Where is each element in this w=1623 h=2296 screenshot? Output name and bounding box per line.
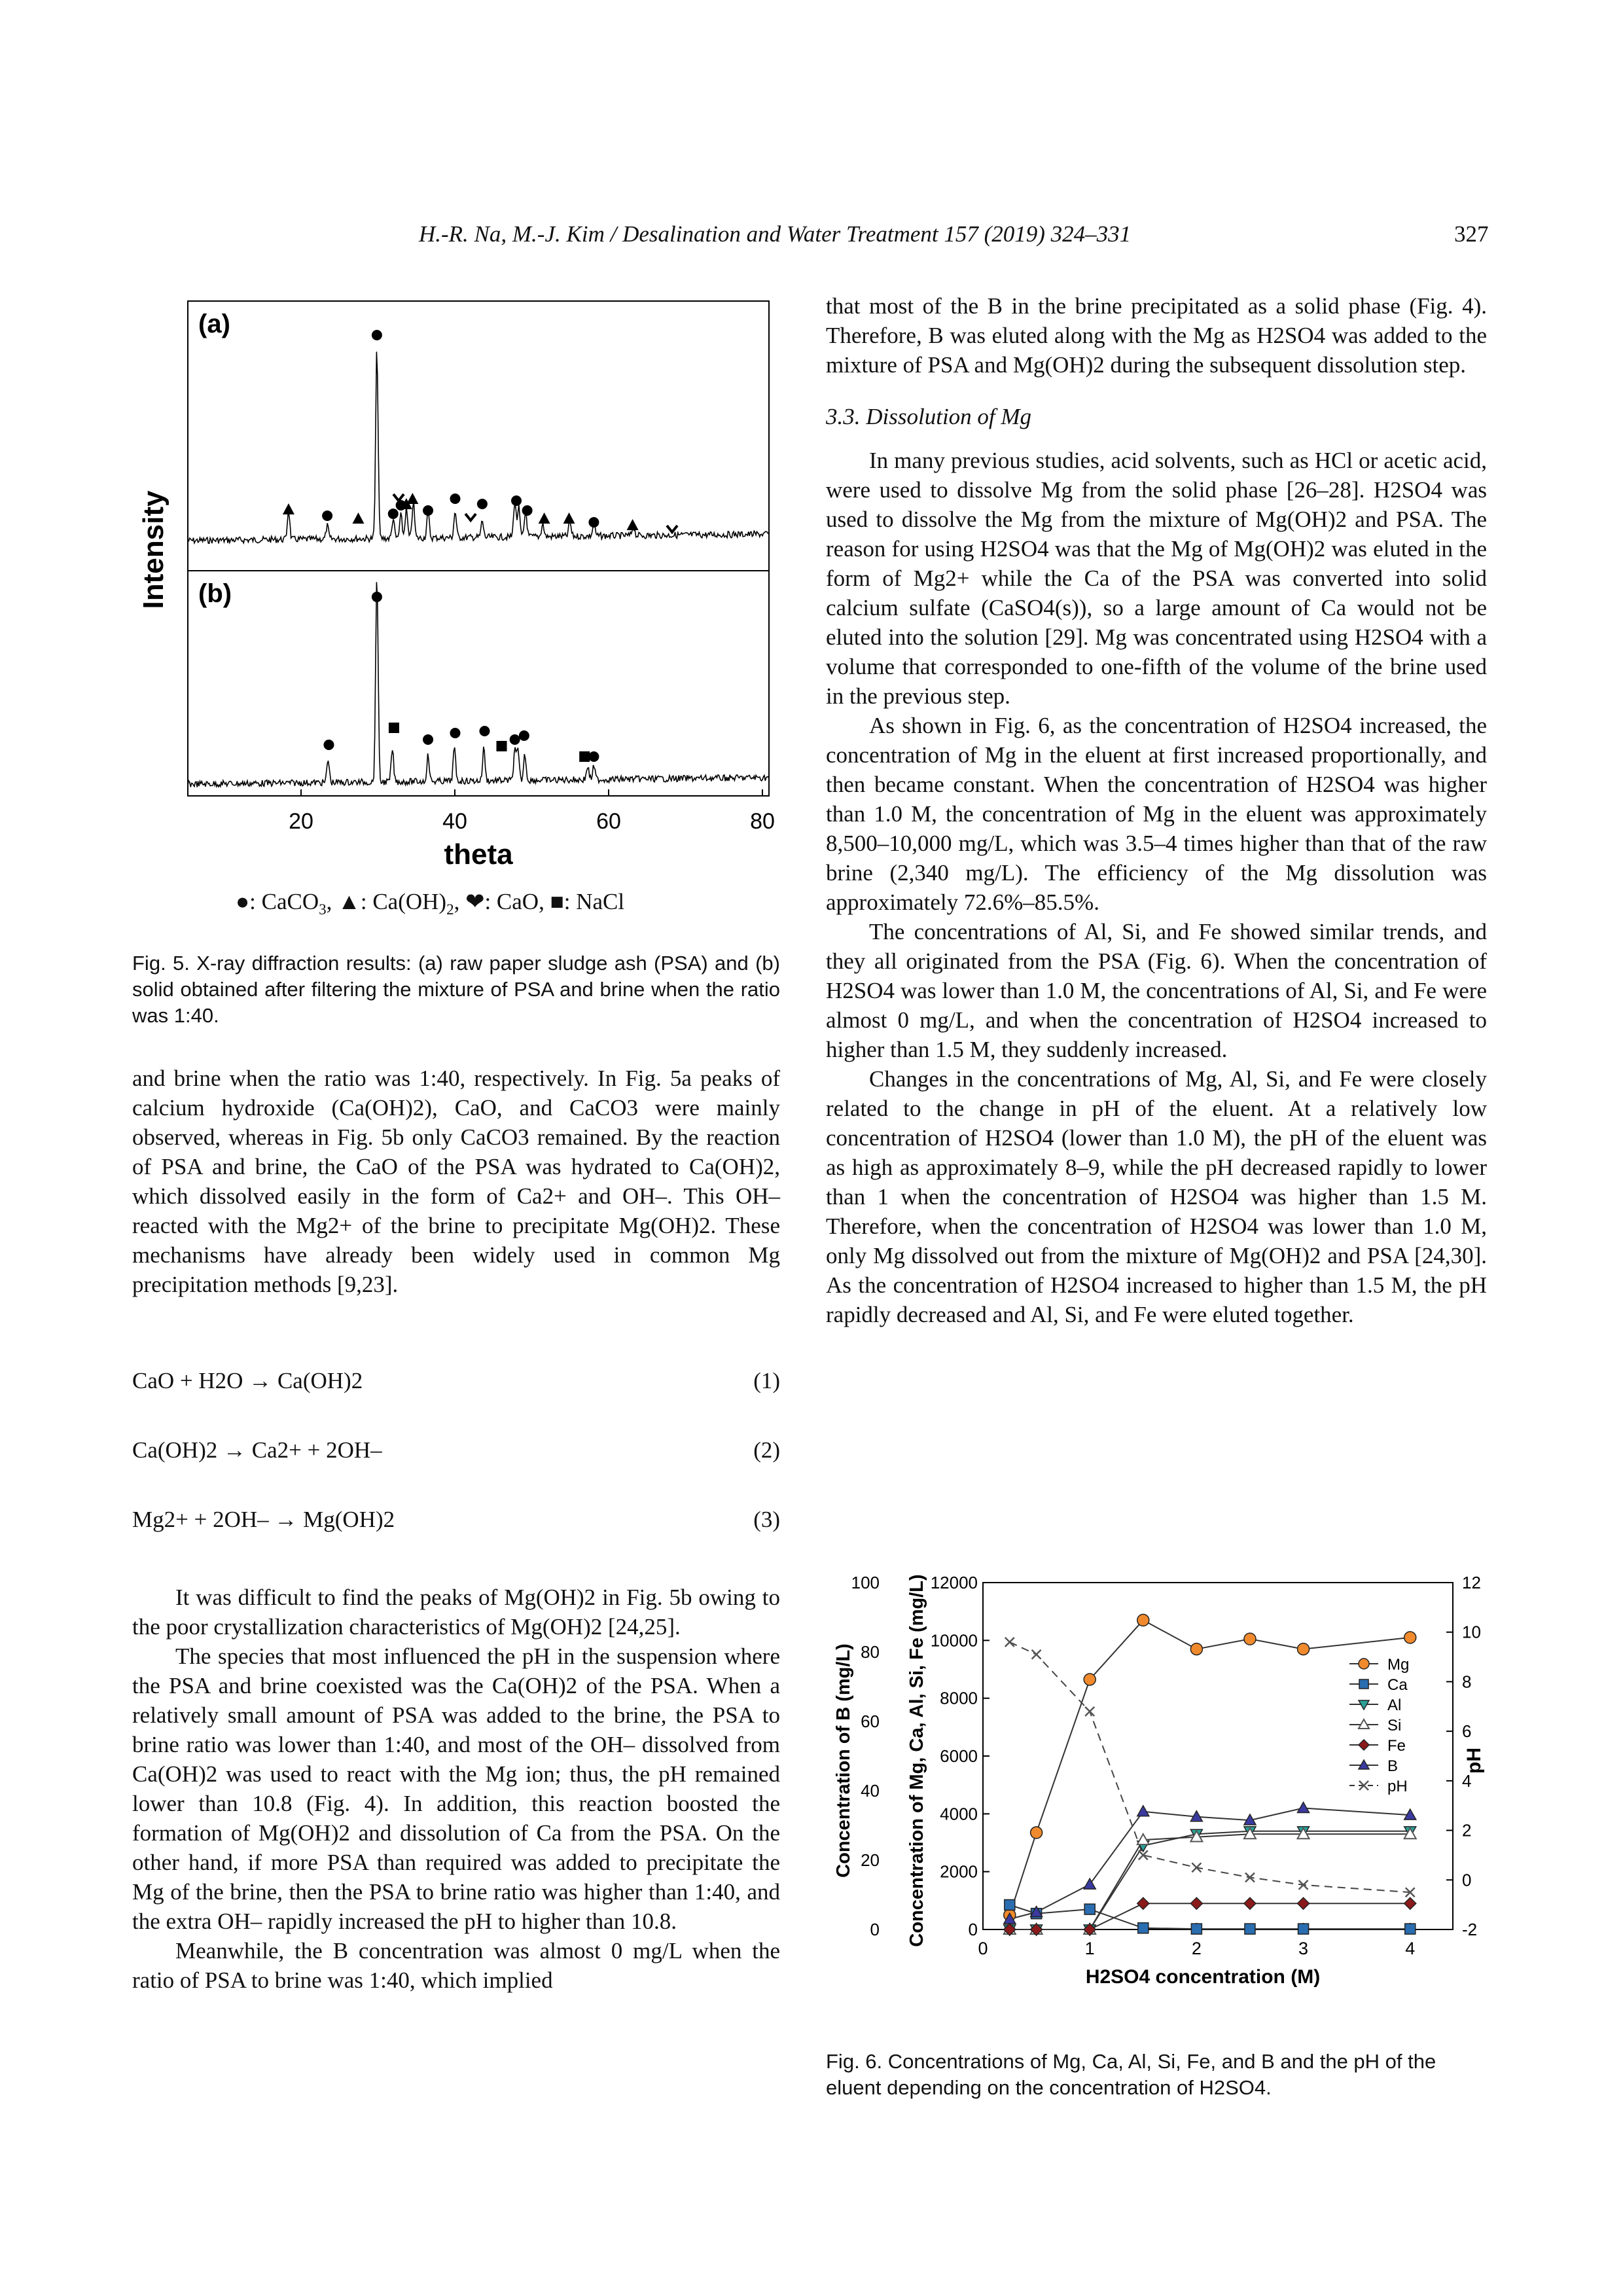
point-Ca [1405, 1924, 1416, 1934]
caoh2-marker [539, 512, 550, 524]
equation-1-text: CaO + H2O → Ca(OH)2 [132, 1368, 363, 1393]
nacl-marker [579, 751, 590, 762]
series-lines [1010, 1620, 1410, 1929]
legend-nacl: NaCl [576, 889, 625, 914]
cao-marker [393, 494, 404, 501]
fig6-caption: Fig. 6. Concentrations of Mg, Ca, Al, Si, Fe, and B and the pH of the eluent depending on the concentration of H2SO4. [826, 2050, 1436, 2099]
caco3-marker [423, 505, 433, 516]
point-Fe [1298, 1897, 1310, 1909]
caco3-marker [477, 499, 488, 509]
caco3-marker [510, 734, 520, 745]
circle-icon: ● [236, 889, 250, 914]
series-line-B [1010, 1808, 1410, 1920]
y-tick-label-ph: 10 [1462, 1622, 1481, 1642]
point-Ca [1298, 1924, 1309, 1934]
legend-label: Al [1387, 1696, 1402, 1714]
x-tick-label: 20 [289, 809, 313, 834]
axis-ticks [851, 1573, 1481, 1958]
equation-3-number: (3) [753, 1507, 780, 1532]
point-Fe [1244, 1897, 1256, 1909]
concentration-chart [826, 1564, 1487, 2022]
chart-legend [1349, 1656, 1409, 1795]
y-tick-label-main: 6000 [940, 1746, 978, 1766]
y-tick-label-b: 60 [861, 1712, 880, 1731]
y-tick-label-ph: -2 [1462, 1920, 1478, 1939]
point-Fe [1359, 1740, 1369, 1750]
x-tick-label: 0 [978, 1939, 988, 1958]
point-Ca [1191, 1924, 1202, 1934]
legend-label: Ca [1387, 1676, 1408, 1694]
caco3-marker [450, 728, 460, 738]
y-tick-label-main: 2000 [940, 1861, 978, 1882]
point-Mg [1190, 1643, 1202, 1655]
y-tick-label-main: 8000 [940, 1688, 978, 1708]
y-tick-label-main: 12000 [930, 1573, 978, 1592]
series-line-Fe [1010, 1903, 1410, 1929]
y-tick-label-b: 20 [861, 1850, 880, 1870]
y-tick-label-ph: 8 [1462, 1672, 1472, 1692]
left-para-1: and brine when the ratio was 1:40, respectively. In Fig. 5a peaks of calcium hydroxide (Ca(OH)2), CaO, and CaCO3 were mainly observed, whereas in Fig. 5b only CaCO3 remained. By the reaction of PSA and brine, the CaO of the PSA was hydrated to Ca(OH)2, which dissolved easily in the form of Ca2+ and OH–. This OH– reacted with the Mg2+ of the brine to precipitate Mg(OH)2. These mechanisms have already been widely used in common Mg precipitation methods [9,23]. [132, 1066, 780, 1297]
point-Fe [1137, 1897, 1149, 1909]
caoh2-marker [406, 493, 418, 504]
panel-a-frame [188, 301, 769, 571]
running-head: H.-R. Na, M.-J. Kim / Desalination and Water Treatment 157 (2019) 324–331 [419, 221, 1132, 247]
series-line-Ca [1010, 1905, 1410, 1929]
point-Ca [1005, 1899, 1015, 1910]
left-para-4: Meanwhile, the B concentration was almost 0 mg/L when the ratio of PSA to brine was 1:40, which implied [132, 1938, 780, 1993]
left-para-2: It was difficult to find the peaks of Mg(OH)2 in Fig. 5b owing to the poor crystallization characteristics of Mg(OH)2 [24,25]. [132, 1585, 780, 1640]
series-line-Si [1010, 1834, 1410, 1929]
right-para-5: Changes in the concentrations of Mg, Al, Si, and Fe were closely related to the change in pH of the eluent. At a relatively low concentration of H2SO4 (lower than 1.0 M), the pH of the eluent was as high as approximately 8–9, while the pH decreased rapidly to lower than 1 when the concentration of H2SO4 was higher than 1.5 M. Therefore, when the concentration of H2SO4 was lower than 1.0 M, only Mg dissolved out from the mixture of Mg(OH)2 and PSA [24,30]. As the concentration of H2SO4 increased to higher than 1.5 M, the pH rapidly decreased and Al, Si, and Fe were eluted together. [826, 1066, 1487, 1327]
y-tick-label-b: 80 [861, 1642, 880, 1662]
section-title: 3.3. Dissolution of Mg [826, 404, 1032, 429]
running-header [0, 221, 1623, 260]
y-tick-label-b: 100 [851, 1573, 880, 1592]
chevron-down-icon: ❤ [465, 889, 485, 914]
point-Mg [1359, 1659, 1369, 1669]
caco3-marker [322, 511, 332, 521]
point-Mg [1298, 1643, 1310, 1655]
caco3-marker [372, 330, 382, 340]
point-Ca [1359, 1679, 1368, 1689]
y-tick-label-main: 4000 [940, 1804, 978, 1824]
x-tick-label: 2 [1191, 1939, 1202, 1958]
caco3-marker [388, 509, 399, 519]
xrd-chart [134, 288, 782, 877]
y-tick-label-ph: 6 [1462, 1721, 1472, 1742]
legend-label: pH [1387, 1778, 1408, 1795]
x-tick-label: 3 [1298, 1939, 1309, 1958]
equation-1-number: (1) [753, 1368, 780, 1393]
caoh2-marker [563, 512, 575, 524]
x-axis-label: theta [444, 838, 513, 870]
legend-label: Mg [1387, 1656, 1410, 1674]
point-Ca [1138, 1923, 1149, 1933]
panel-b-label: (b) [198, 579, 232, 608]
x-tick-label: 4 [1405, 1939, 1416, 1958]
y-tick-label-ph: 4 [1462, 1770, 1472, 1791]
legend-label: B [1387, 1757, 1399, 1775]
right-column-body [826, 291, 1487, 1329]
x-ticks [301, 789, 762, 796]
plot-frame [983, 1583, 1453, 1929]
legend-caco3: CaCO$_3$ [261, 889, 327, 918]
right-para-4: The concentrations of Al, Si, and Fe showed similar trends, and they all originated from the PSA (Fig. 6). When the concentration of H2SO4 was lower than 1.0 M, the concentrations of Al, Si, and Fe were almost 0 mg/L, and when the concentration of H2SO4 increased to higher than 1.5 M, they suddenly increased. [826, 919, 1487, 1062]
triangle-up-icon: ▲ [338, 889, 361, 914]
right-para-1: that most of the B in the brine precipitated as a solid phase (Fig. 4). Therefore, B was eluted along with the Mg as H2SO4 was added to the mixture of PSA and Mg(OH)2 during the subsequent dissolution step. [826, 293, 1487, 378]
point-Ca [1084, 1904, 1095, 1914]
point-Mg [1084, 1674, 1096, 1685]
caco3-marker [588, 751, 599, 762]
equation-1 [132, 1368, 780, 1401]
xrd-trace-a [188, 351, 769, 543]
cao-marker [667, 526, 677, 532]
figure-6 [826, 1564, 1487, 2022]
xrd-trace-b [188, 582, 769, 787]
y-tick-label-ph: 12 [1462, 1573, 1481, 1592]
caco3-marker [511, 495, 522, 506]
legend-caoh2: $Ca(OH)_2$ [372, 889, 454, 918]
right-para-3: As shown in Fig. 6, as the concentration of H2SO4 increased, the concentration of Mg in the eluent at first increased proportionally, and then became constant. When the concentration of H2SO4 was higher than 1.0 M, the concentration of Mg in the eluent was approximately 8,500–10,000 mg/L, which was 3.5–4 times higher than that of the raw brine (2,340 mg/L). The efficiency of the Mg dissolution was approximately 72.6%–85.5%. [826, 713, 1487, 915]
x-axis-label: H2SO4 concentration (M) [1085, 1966, 1321, 1988]
x-tick-label: 60 [596, 809, 621, 834]
left-column-body [132, 1064, 780, 1299]
legend-label: Si [1387, 1717, 1402, 1734]
caoh2-marker [283, 503, 294, 514]
x-tick-label: 80 [750, 809, 775, 834]
point-B [1137, 1806, 1149, 1816]
y-tick-label-ph: 0 [1462, 1870, 1472, 1890]
y-axis-label-ph: pH [1463, 1748, 1485, 1774]
left-para-3: The species that most influenced the pH in the suspension where the PSA and brine coexisted was the Ca(OH)2 of the PSA. When a relatively small amount of PSA was added to the brine, the PSA to brine ratio was lower than 1:40, and most of the OH– dissolved from Ca(OH)2 was used to react with the Mg ion; thus, the pH remained lower than 10.8 (Fig. 4). In addition, this reaction boosted the formation of Mg(OH)2 and dissolution of Ca from the PSA. On the other hand, if more PSA than required was added to precipitate the Mg of the brine, then the PSA to brine ratio was higher than 1:40, and the extra OH– rapidly increased the pH to higher than 10.8. [132, 1643, 780, 1934]
series-line-Al [1010, 1831, 1410, 1929]
caoh2-marker [352, 512, 364, 524]
point-B [1298, 1803, 1310, 1813]
fig5-legend: ●: CaCO$_3$, ▲: $Ca(OH)_2$, ❤: CaO, ■: NaCl [236, 889, 625, 918]
peak-markers [283, 330, 677, 762]
point-Ca [1245, 1924, 1255, 1934]
y-axis-label: Intensity [137, 490, 169, 609]
fig5-caption: Fig. 5. X-ray diffraction results: (a) raw paper sludge ash (PSA) and (b) solid obtained after filtering the mixture of PSA and brine when the ratio was 1:40. [132, 952, 780, 1027]
page-number: 327 [1454, 221, 1489, 247]
panel-a-label: (a) [198, 310, 230, 338]
caco3-marker [450, 493, 460, 504]
equation-2-number: (2) [753, 1437, 780, 1463]
y-tick-label-b: 40 [861, 1781, 880, 1801]
y-tick-label-main: 0 [968, 1920, 978, 1939]
point-Mg [1031, 1827, 1043, 1839]
figure-5 [134, 288, 782, 877]
equation-2 [132, 1437, 780, 1470]
series-line-pH [1010, 1642, 1410, 1892]
point-Fe [1190, 1897, 1202, 1909]
caco3-marker [588, 517, 599, 528]
panel-b-frame [188, 571, 769, 796]
caoh2-marker [627, 519, 639, 530]
point-Fe [1404, 1897, 1416, 1909]
y-tick-label-ph: 2 [1462, 1820, 1472, 1840]
left-column-body-2 [132, 1583, 780, 1995]
square-icon: ■ [550, 889, 564, 914]
y-tick-label-main: 10000 [930, 1630, 978, 1651]
caco3-marker [522, 505, 533, 516]
point-Mg [1137, 1614, 1149, 1626]
y-tick-label-b: 0 [870, 1920, 880, 1939]
right-para-2: In many previous studies, acid solvents, such as HCl or acetic acid, were used to dissolve Mg from the solid phase [26–28]. H2SO4 was used to dissolve the Mg from the mixture of Mg(OH)2 and PSA. The reason for using H2SO4 was that the Mg of Mg(OH)2 was eluted in the form of Mg2+ while the Ca of the PSA was converted into solid calcium sulfate (CaSO4(s)), so a large amount of Ca would not be eluted into the solution [29]. Mg was concentrated using H2SO4 with a volume that corresponded to one-fifth of the volume of the brine used in the previous step. [826, 448, 1487, 709]
point-Mg [1404, 1632, 1416, 1643]
series-markers [1004, 1614, 1416, 1935]
nacl-marker [497, 741, 507, 751]
equation-3 [132, 1507, 780, 1539]
caco3-marker [323, 740, 334, 750]
equation-2-text: Ca(OH)2 → Ca2+ + 2OH– [132, 1437, 382, 1463]
legend-label: Fe [1387, 1737, 1406, 1755]
legend-cao: CaO [496, 889, 539, 914]
caco3-marker [372, 592, 382, 602]
nacl-marker [389, 723, 399, 733]
caco3-marker [423, 734, 433, 745]
caco3-marker [519, 730, 529, 741]
caco3-marker [479, 726, 490, 736]
point-B [1084, 1878, 1096, 1889]
x-tick-label: 1 [1084, 1939, 1095, 1958]
cao-marker [465, 514, 476, 520]
equation-3-text: Mg2+ + 2OH– → Mg(OH)2 [132, 1507, 395, 1532]
point-Mg [1244, 1633, 1256, 1645]
x-tick-label: 40 [442, 809, 467, 834]
y-axis-label-main: Concentration of Mg, Ca, Al, Si, Fe (mg/L) [906, 1574, 927, 1947]
y-axis-label-b: Concentration of B (mg/L) [833, 1643, 854, 1878]
